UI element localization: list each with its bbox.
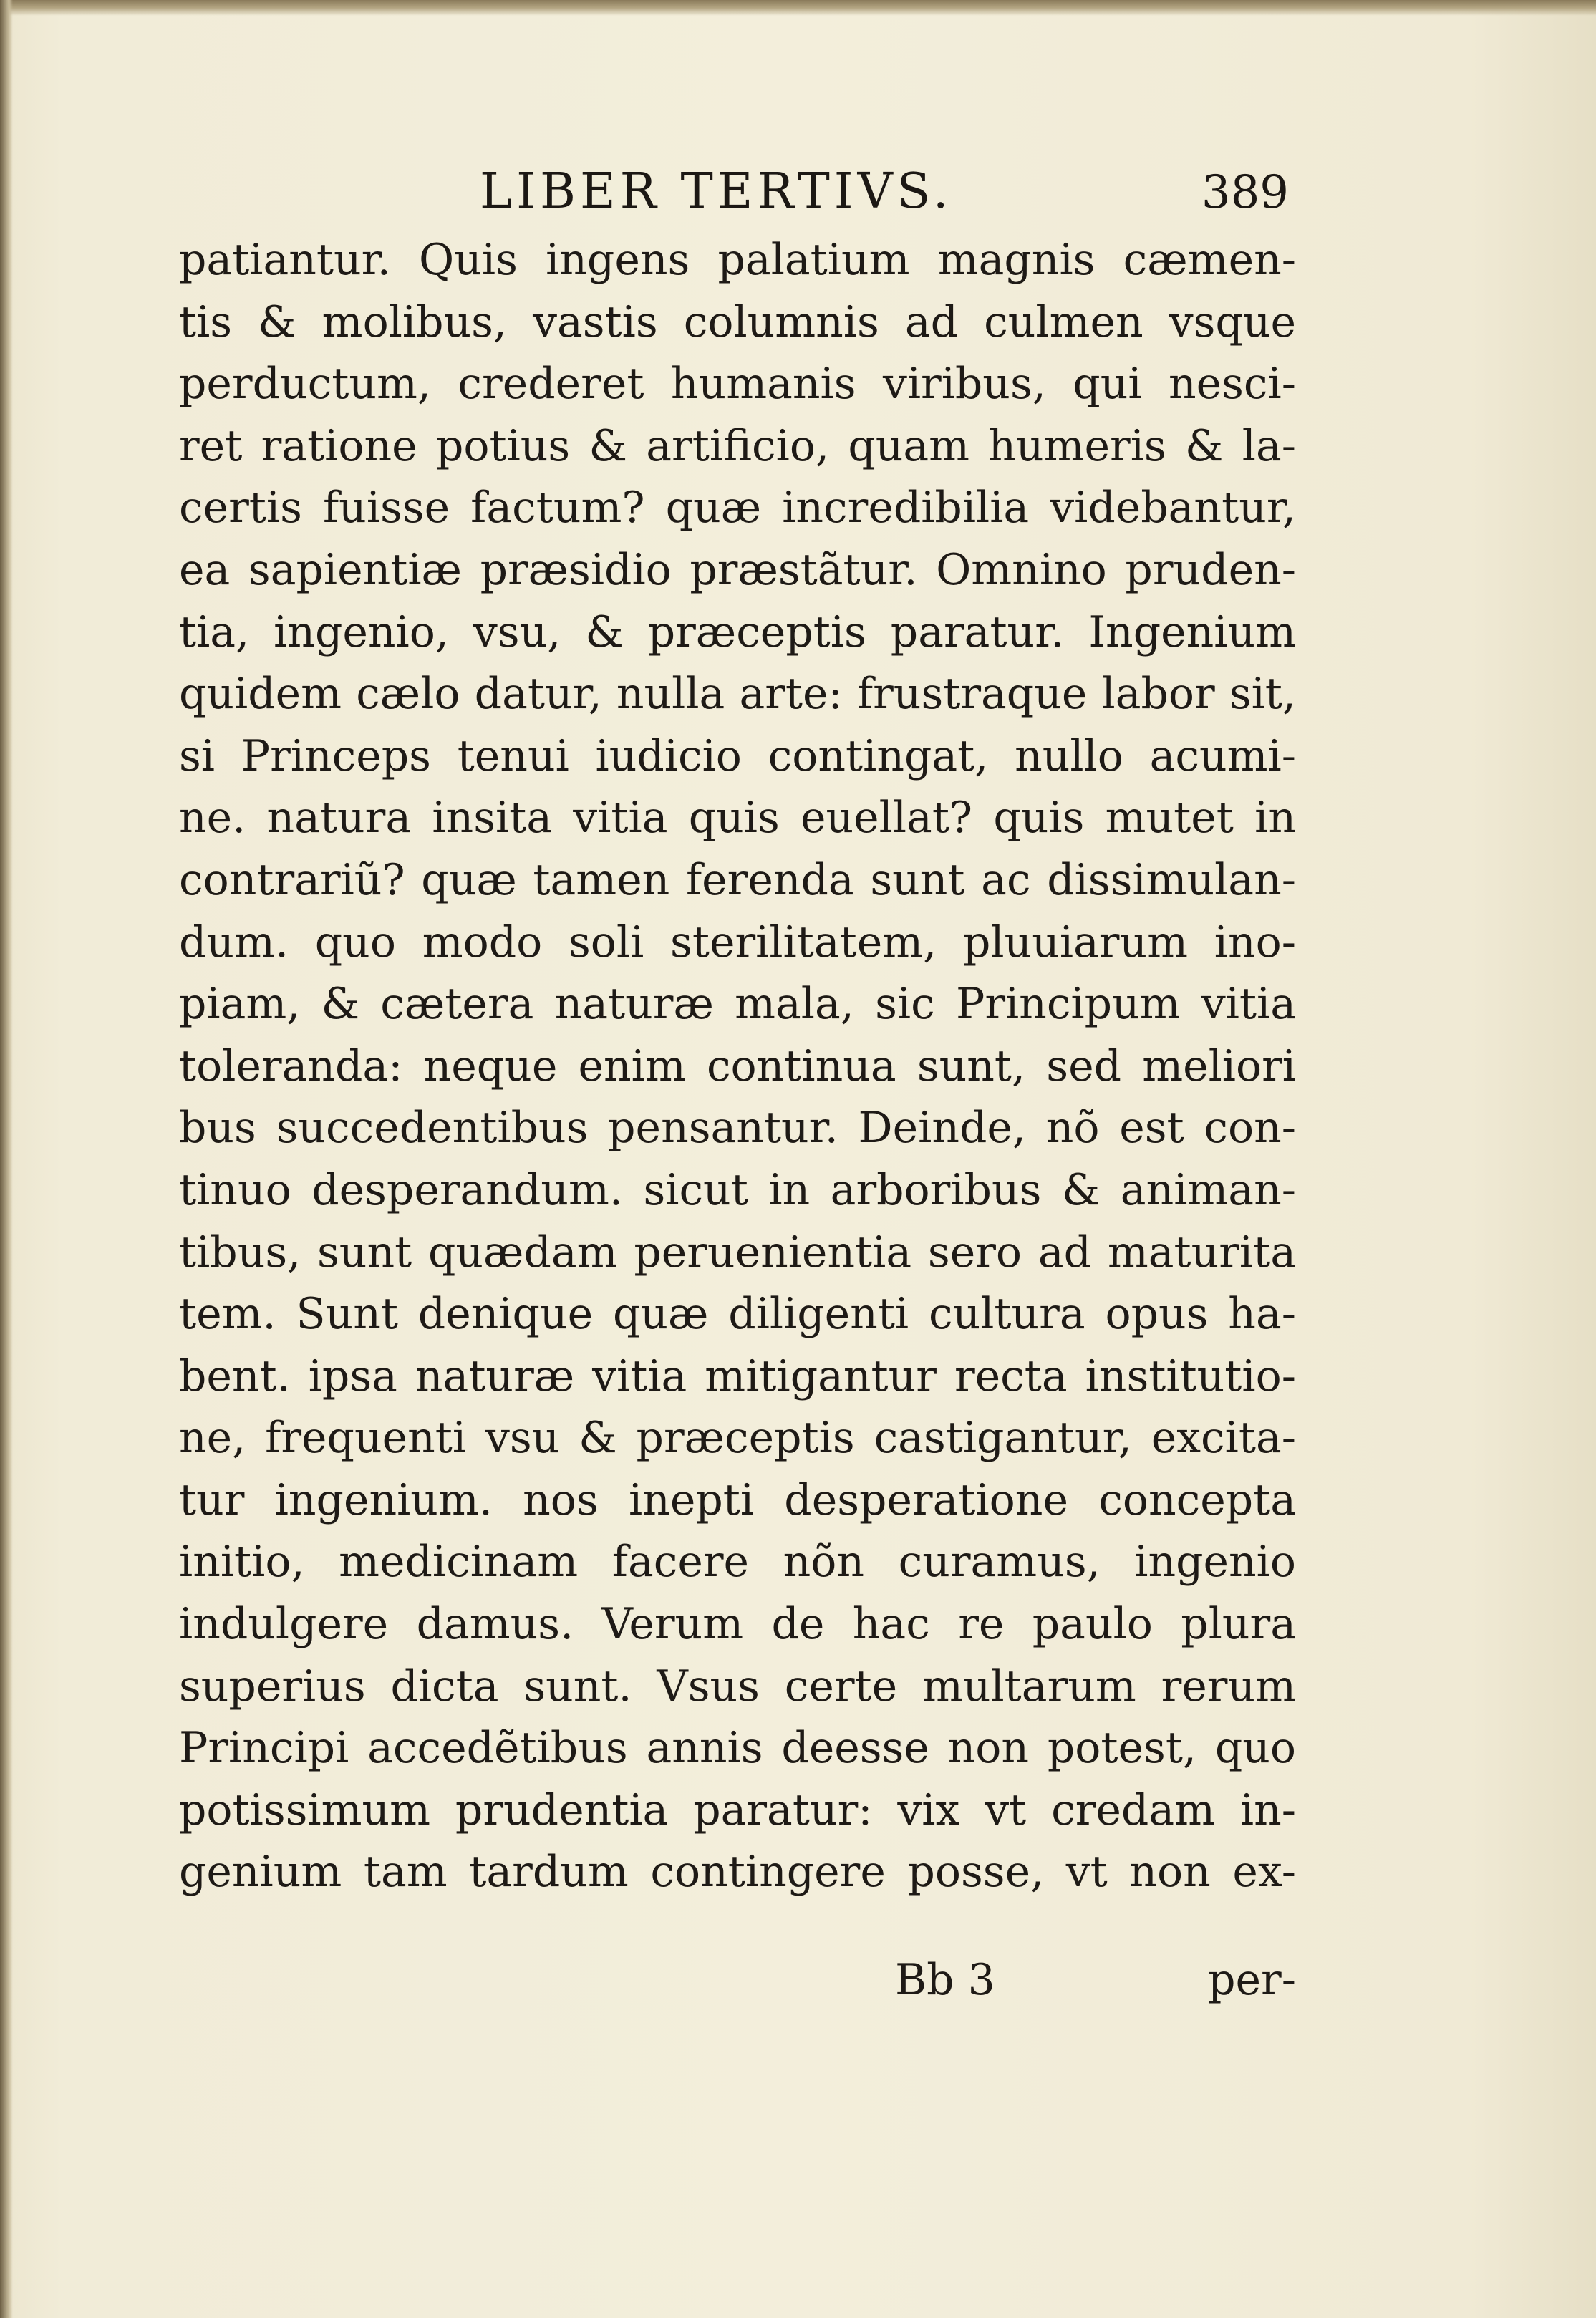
text-line: indulgere damus. Verum de hac re paulo plura bbox=[179, 1599, 1296, 1650]
text-line: ne, frequenti vsu & præceptis castigantur, excita- bbox=[179, 1413, 1296, 1464]
text-line: tibus, sunt quædam peruenientia sero ad maturita bbox=[179, 1227, 1296, 1278]
text-line: si Princeps tenui iudicio contingat, nullo acumi- bbox=[179, 730, 1296, 781]
text-line: tinuo desperandum. sicut in arboribus & animan- bbox=[179, 1164, 1296, 1215]
text-line: perductum, crederet humanis viribus, qui nesci- bbox=[179, 359, 1296, 410]
text-line: Principi accedẽtibus annis deesse non potest, quo bbox=[179, 1723, 1296, 1774]
page-number: 389 bbox=[1201, 166, 1289, 219]
running-head bbox=[179, 149, 1289, 221]
running-title: LIBER TERTIVS. bbox=[480, 163, 953, 220]
page-gutter-edge bbox=[0, 0, 13, 2318]
text-line: tis & molibus, vastis columnis ad culmen vsque bbox=[179, 296, 1296, 347]
text-line: bent. ipsa naturæ vitia mitigantur recta institutio- bbox=[179, 1351, 1296, 1401]
text-line: tem. Sunt denique quæ diligenti cultura opus ha- bbox=[179, 1289, 1296, 1340]
text-line: superius dicta sunt. Vsus certe multarum rerum bbox=[179, 1661, 1296, 1711]
text-line: piam, & cætera naturæ mala, sic Principum vitia bbox=[179, 979, 1296, 1030]
text-line: dum. quo modo soli sterilitatem, pluuiarum ino- bbox=[179, 917, 1296, 967]
text-line: patiantur. Quis ingens palatium magnis cæmen- bbox=[179, 235, 1296, 285]
text-line: quidem cælo datur, nulla arte: frustraque labor sit, bbox=[179, 669, 1296, 720]
text-line: potissimum prudentia paratur: vix vt credam in- bbox=[179, 1785, 1296, 1835]
text-line: tur ingenium. nos inepti desperatione concepta bbox=[179, 1474, 1296, 1525]
text-line: genium tam tardum contingere posse, vt non ex- bbox=[179, 1847, 1296, 1898]
text-line: ea sapientiæ præsidio præstãtur. Omnino pruden- bbox=[179, 544, 1296, 595]
text-line: ret ratione potius & artificio, quam humeris & la- bbox=[179, 420, 1296, 471]
catchword: per- bbox=[1208, 1955, 1296, 2005]
text-line: initio, medicinam facere nõn curamus, ingenio bbox=[179, 1537, 1296, 1588]
text-line: contrariũ? quæ tamen ferenda sunt ac dissimulan- bbox=[179, 854, 1296, 905]
text-line: ne. natura insita vitia quis euellat? quis mutet in bbox=[179, 793, 1296, 844]
signature-mark: Bb 3 bbox=[895, 1955, 995, 2005]
text-line: tia, ingenio, vsu, & præceptis paratur. Ingenium bbox=[179, 607, 1296, 657]
text-line: toleranda: neque enim continua sunt, sed meliori bbox=[179, 1040, 1296, 1091]
page-footer bbox=[179, 1955, 1296, 2019]
text-line: certis fuisse factum? quæ incredibilia videbantur, bbox=[179, 483, 1296, 533]
page-top-edge bbox=[0, 0, 1596, 16]
body-text bbox=[179, 229, 1296, 1903]
text-line: bus succedentibus pensantur. Deinde, nõ est con- bbox=[179, 1103, 1296, 1154]
